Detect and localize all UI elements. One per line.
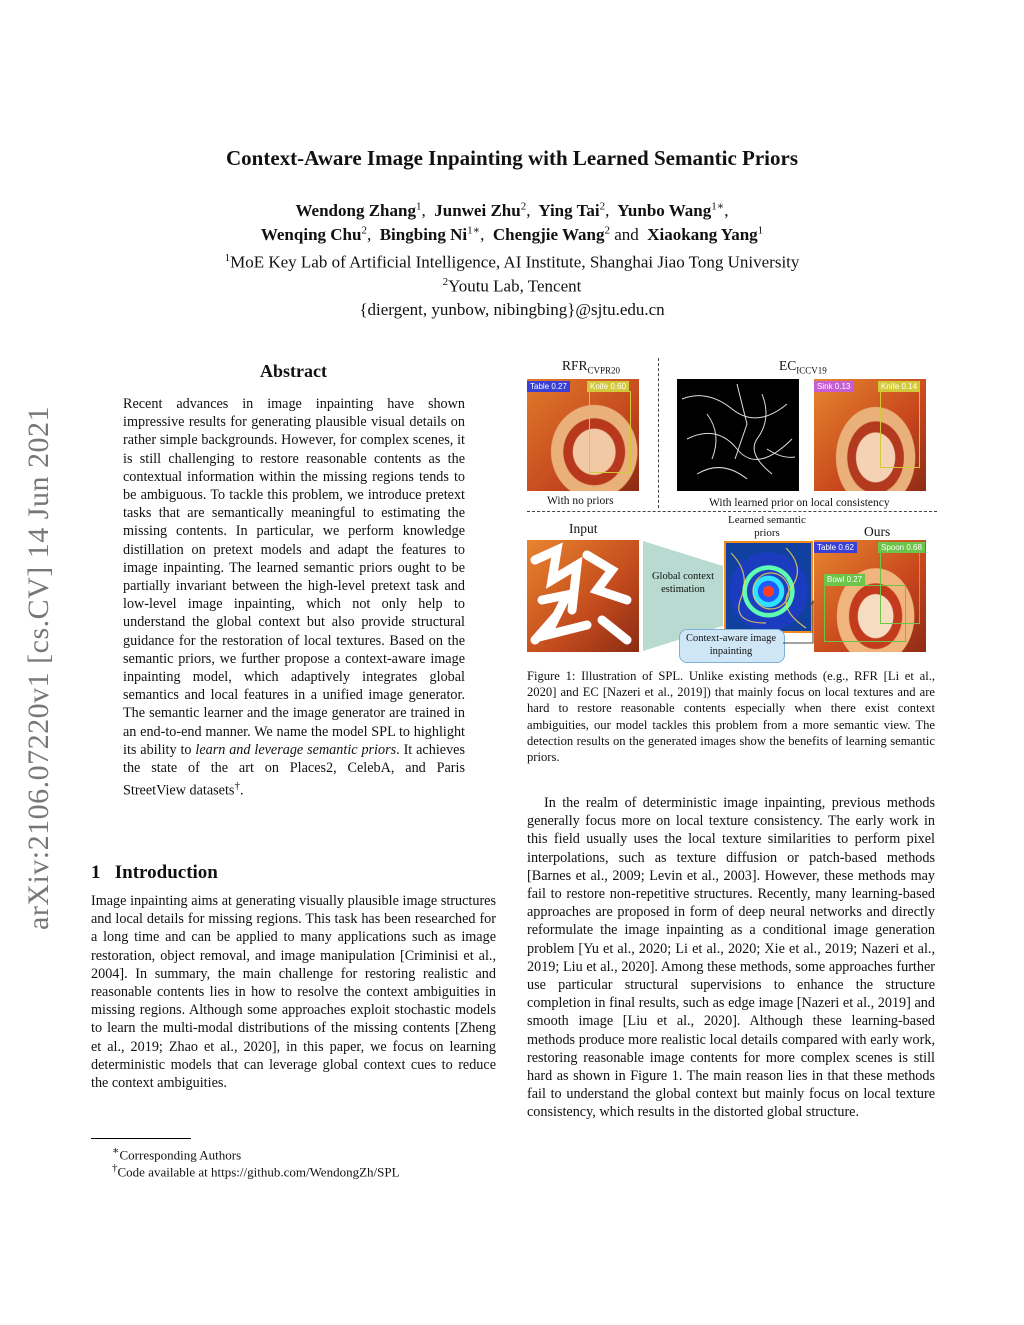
detection-label: Spoon 0.68 — [878, 542, 925, 553]
edge-lines — [677, 379, 799, 491]
detection-label: Knife 0.14 — [878, 381, 920, 392]
learned-priors-label: Learned semantic priors — [728, 514, 806, 539]
with-no-priors-label: With no priors — [547, 495, 614, 507]
with-learned-prior-label: With learned prior on local consistency — [709, 497, 890, 509]
author: Xiaokang Yang$^1$ — [647, 224, 764, 244]
intro-paragraph-left: Image inpainting aims at generating visually plausible image structures and local details for missing regions. This task has been researched for a long time and can be applied to many applications such as image restoration, object removal, and image manipulation [Criminisi et al., 2004]. In summary, the main challenge for restoring realistic and reasonable contents lies in how to resolve the context ambiguities in missing regions. Although some approaches exploit stochastic models to learn the multi-modal distributions of the missing contents [Zheng et al., 2019; Zhao et al., 2020], in this paper, we focus on learning deterministic models that can leverage global context cues to reduce the context ambiguities. — [91, 893, 496, 1092]
footnote-rule — [91, 1138, 191, 1139]
abstract-heading: Abstract — [260, 361, 327, 381]
ec-result-image — [814, 379, 926, 491]
ec-edge-map — [677, 379, 799, 491]
detection-label: Table 0.27 — [527, 381, 570, 392]
ours-result-image — [814, 540, 926, 652]
author: Wendong Zhang$^1$, — [295, 200, 426, 220]
intro-paragraph-right: In the realm of deterministic image inpainting, previous methods generally focus more on local texture consistency. The early work in this field usually uses the local texture similarities to perform pixel interpolations, such as texture diffusion or patch-based methods [Barnes et al., 2009; Levin et al., 2003]. However, these methods may fail to restore non-repetitive structures. Recently, many learning-based approaches are proposed in form of deep neural networks and directly reformulate the image inpainting as a conditional image generation problem [Yu et al., 2020; Li et al., 2020; Xie et al., 2019; Nazeri et al., 2019; Liu et al., 2020]. Among these methods, some approaches further use particular structural supervisions to enhance the structure completion in final results, such as edge image [Nazeri et al., 2019] and smooth image [Liu et al., 2020]. Although these learning-based methods produce more realistic local details compared with early work, restoring reasonable image contents for more complex scenes is still hard as shown in Figure 1. The main reason lies in that these methods fail to understand the global context but mainly focus on local texture consistency, which results in the distorted global structure. — [527, 795, 935, 1121]
author: Ying Tai$^2$, — [538, 200, 610, 220]
detection-box — [880, 391, 920, 468]
section-heading-introduction: 1 Introduction — [91, 862, 218, 883]
context-aware-label: Context-aware image inpainting — [685, 633, 777, 657]
input-label: Input — [569, 521, 598, 536]
paper-title: Context-Aware Image Inpainting with Learned Semantic Priors — [225, 146, 798, 170]
author: Bingbing $Ni^{1∗}$, — [379, 224, 485, 244]
affiliation-1: $^1$MoE Key Lab of Artificial Intelligence, AI Institute, Shanghai Jiao Tong University — [224, 252, 800, 272]
figure-1 — [527, 358, 937, 663]
affiliation-2: $^2$Youtu Lab, Tencent — [442, 276, 582, 296]
global-context-label: Global context estimation — [651, 571, 715, 595]
ec-label: $EC_{ICCV19}$ — [779, 358, 827, 376]
footnote-1: ∗Corresponding Authors — [112, 1145, 242, 1163]
figure-divider-vertical — [658, 358, 659, 508]
input-masked-image — [527, 540, 639, 652]
authors-line-2 — [0, 223, 1024, 245]
footnote-2: †Code available at https://github.com/WendongZh/SPL — [112, 1162, 400, 1180]
emails: {diergent, yunbow, nibingbing}@sjtu.edu.cn — [359, 300, 665, 319]
ours-label: Ours — [864, 524, 891, 539]
detection-label: Sink 0.13 — [814, 381, 853, 392]
abstract-body: Recent advances in image inpainting have shown impressive results for generating plausible visual details on rather simple backgrounds. However, for complex scenes, it is still challenging to restore reasonable contents as the contextual information within the missing regions tends to be ambiguous. To tackle this problem, we introduce pretext tasks that are semantically meaningful to estimating the missing contents. In particular, we perform knowledge distillation on pretext models and adapt the features to image inpainting. The learned semantic priors ought to be partially invariant between the high-level pretext task and low-level image inpainting, which not only help to understand the global context but also provide structural guidance for the restoration of local textures. Based on the semantic priors, we further propose a context-aware image inpainting model, which adaptively integrates global semantics and local features in a unified image generator. The semantic learner and the image generator are trained in an end-to-end manner. We name the model SPL to highlight its ability to learn and leverage semantic priors. It achieves the state of the art on Places2, CelebA, and Paris StreetView datasets†. — [123, 396, 465, 799]
detection-box — [589, 391, 631, 473]
rfr-result-image — [527, 379, 639, 491]
author: Chengjie Wang$^2$ and — [492, 224, 639, 244]
detection-label: Table 0.62 — [814, 542, 857, 553]
author: Yunbo Wang$^{1∗}$, — [617, 200, 729, 220]
author: Wenqing Chu$^2$, — [260, 224, 372, 244]
detection-box — [824, 585, 906, 642]
detection-label: Knife 0.60 — [587, 381, 629, 392]
mask-strokes — [527, 540, 639, 652]
authors-line-1 — [0, 199, 1024, 221]
author: Junwei Zhu$^2$, — [434, 200, 531, 220]
arxiv-stamp: arXiv:2106.07220v1 [cs.CV] 14 Jun 2021 — [22, 406, 55, 930]
detection-label: Bowl 0.27 — [824, 574, 865, 585]
figure-1-caption: Figure 1: Illustration of SPL. Unlike existing methods (e.g., RFR [Li et al., 2020] and EC [Nazeri et al., 2019]) that mainly focus on local textures and are hard to restore reasonable contents especially when there exist context ambiguities, our model tackles this problem from a more semantic view. The detection results on the generated images show the benefits of learning semantic priors. — [527, 669, 935, 765]
figure-divider-horizontal — [527, 511, 937, 512]
rfr-label: $RFR_{CVPR20}$ — [562, 358, 621, 376]
